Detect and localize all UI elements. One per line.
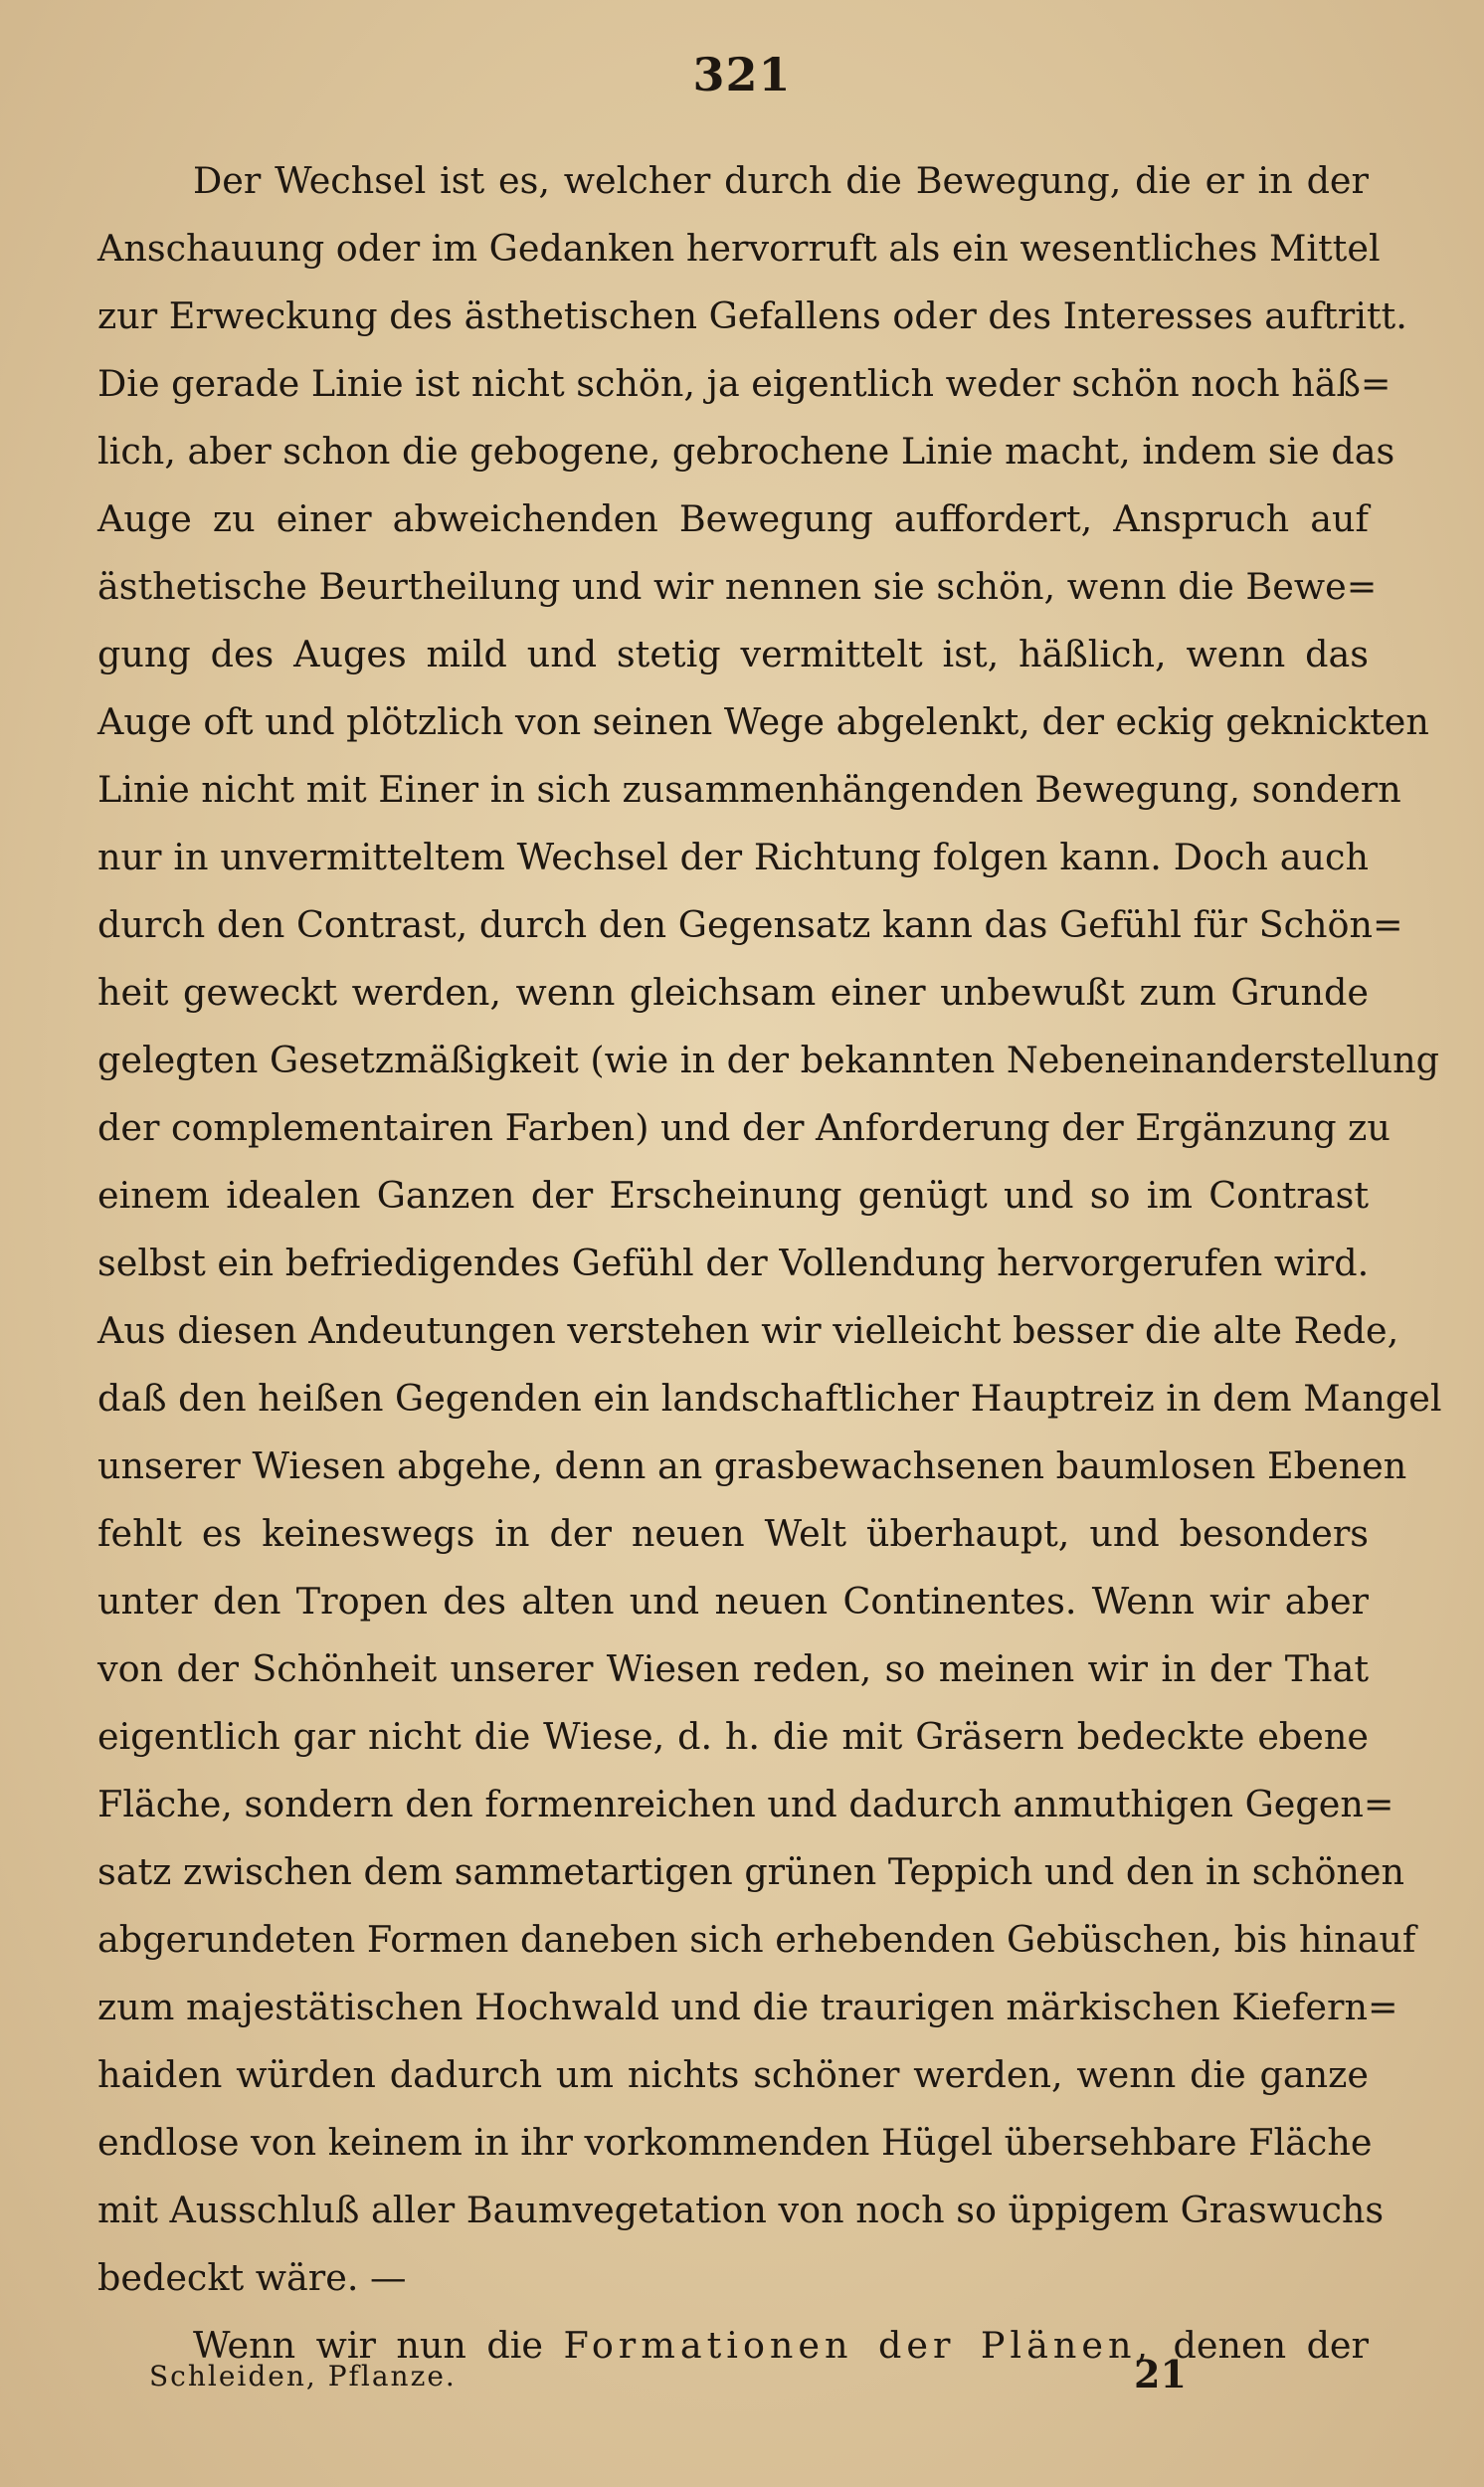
text-line: durch den Contrast, durch den Gegensatz kann das Gefühl für Schön= (97, 903, 1403, 946)
text-line: mit Ausschluß aller Baumvegetation von noch so üppigem Graswuchs (97, 2189, 1385, 2231)
text-line: der complementairen Farben) und der Anforderung der Ergänzung zu (97, 1106, 1391, 1149)
text-line: zum majestätischen Hochwald und die traurigen märkischen Kiefern= (97, 1986, 1398, 2028)
text-line: endlose von keinem in ihr vorkommenden Hügel übersehbare Fläche (97, 2121, 1373, 2164)
text-line: Auge oft und plötzlich von seinen Wege abgelenkt, der eckig geknickten (97, 700, 1429, 743)
text-line: eigentlich gar nicht die Wiese, d. h. die mit Gräsern bedeckte ebene (97, 1715, 1369, 1758)
text-line: Die gerade Linie ist nicht schön, ja eigentlich weder schön noch häß= (97, 362, 1391, 405)
text-line: heit geweckt werden, wenn gleichsam einer unbewußt zum Grunde (97, 971, 1369, 1014)
signature-mark: Schleiden, Pflanze. (149, 2360, 457, 2392)
text-line: Anschauung oder im Gedanken hervorruft als ein wesentliches Mittel (97, 227, 1381, 270)
text-line: daß den heißen Gegenden ein landschaftlicher Hauptreiz in dem Mangel (97, 1377, 1442, 1420)
text-line: fehlt es keineswegs in der neuen Welt überhaupt, und besonders (97, 1512, 1369, 1555)
text-line: unter den Tropen des alten und neuen Continentes. Wenn wir aber (97, 1580, 1369, 1623)
text-line: Auge zu einer abweichenden Bewegung auffordert, Anspruch auf (97, 497, 1369, 540)
text-line: zur Erweckung des ästhetischen Gefallens oder des Interesses auftritt. (97, 294, 1407, 337)
final-line-start: Wenn wir nun die (193, 2324, 544, 2367)
text-line: haiden würden dadurch um nichts schöner werden, wenn die ganze (97, 2053, 1369, 2096)
text-line: Linie nicht mit Einer in sich zusammenhängenden Bewegung, sondern (97, 768, 1401, 811)
page-number: 321 (692, 48, 792, 101)
text-line: gung des Auges mild und stetig vermittelt ist, häßlich, wenn das (97, 633, 1369, 675)
spaced-emphasis: Formationen der Plänen, (563, 2324, 1154, 2367)
text-line: Aus diesen Andeutungen verstehen wir vielleicht besser die alte Rede, (97, 1309, 1399, 1352)
text-line: satz zwischen dem sammetartigen grünen Teppich und den in schönen (97, 1850, 1405, 1893)
sheet-number: 21 (1134, 2352, 1187, 2396)
text-line: unserer Wiesen abgehe, denn an grasbewachsenen baumlosen Ebenen (97, 1444, 1407, 1487)
final-line-end: denen der (1173, 2324, 1369, 2367)
text-line: ästhetische Beurtheilung und wir nennen sie schön, wenn die Bewe= (97, 565, 1378, 608)
text-line: bedeckt wäre. — (97, 2256, 407, 2299)
body-text (97, 147, 1442, 2380)
text-line: selbst ein befriedigendes Gefühl der Vollendung hervorgerufen wird. (97, 1242, 1370, 1284)
text-line: abgerundeten Formen daneben sich erhebenden Gebüschen, bis hinauf (97, 1918, 1416, 1961)
text-line: Der Wechsel ist es, welcher durch die Bewegung, die er in der (193, 159, 1369, 202)
text-line: nur in unvermitteltem Wechsel der Richtung folgen kann. Doch auch (97, 836, 1369, 878)
text-line: von der Schönheit unserer Wiesen reden, so meinen wir in der That (97, 1647, 1369, 1690)
text-line: lich, aber schon die gebogene, gebrochene Linie macht, indem sie das (97, 430, 1395, 473)
text-line: Fläche, sondern den formenreichen und dadurch anmuthigen Gegen= (97, 1783, 1394, 1825)
text-line: einem idealen Ganzen der Erscheinung genügt und so im Contrast (97, 1174, 1369, 1217)
text-line: gelegten Gesetzmäßigkeit (wie in der bekannten Nebeneinanderstellung (97, 1039, 1440, 1081)
